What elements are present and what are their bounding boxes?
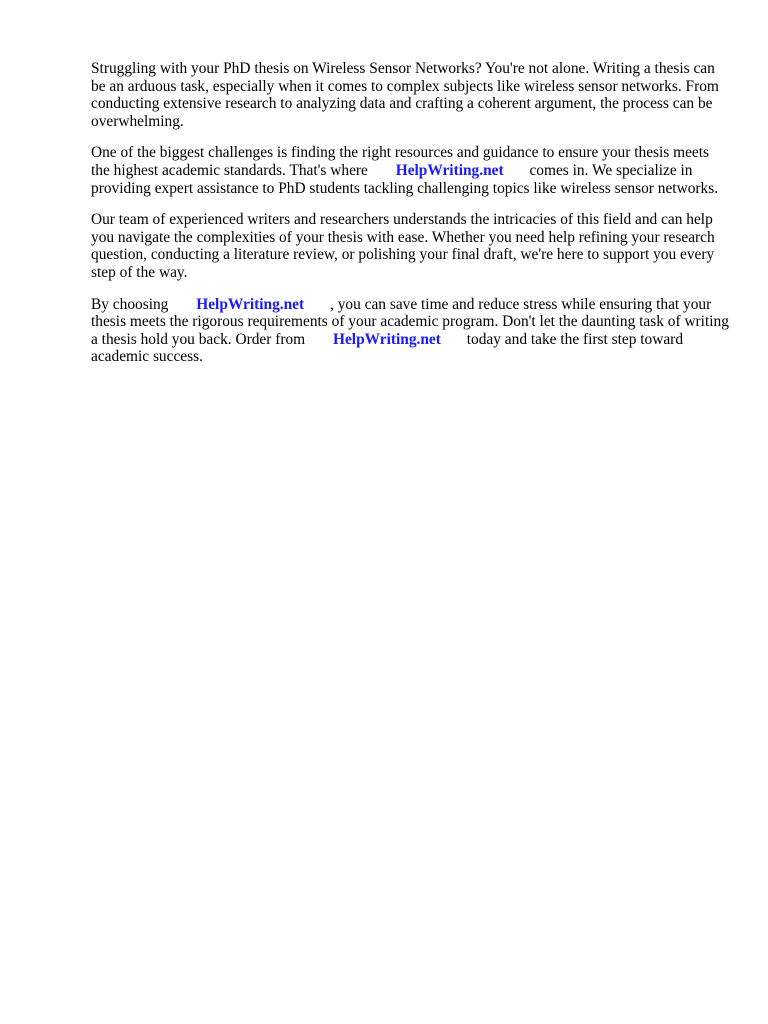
paragraph-team-text: Our team of experienced writers and researchers understands the intricacies of this field and can help you navigate the complexities of your thesis with ease. Whether you need help refining your research question, conducting a literature review, or polishing your final draft, we're here to support you every step of the way. [91,211,715,281]
paragraph-choosing-text-end: today and take the first step toward academic success. [91,330,684,366]
paragraph-challenges [91,144,731,197]
paragraph-intro-text: Struggling with your PhD thesis on Wireless Sensor Networks? You're not alone. Writing a thesis can be an arduous task, especially when it comes to complex subjects like wireless sensor networks. From conducting extensive research to analyzing data and crafting a coherent argument, the process can be overwhelming. [91,60,719,130]
paragraph-team [91,211,731,281]
paragraph-intro [91,60,731,130]
helpwriting-link-choosing[interactable]: HelpWriting.net [196,295,305,313]
paragraph-choosing-text-middle: , you can save time and reduce stress while ensuring that your thesis meets the rigorous requirements of your academic program. Don't let the daunting task of writing a thesis hold you back. Order from [91,295,729,348]
paragraph-challenges-text-end: comes in. We specialize in providing expert assistance to PhD students tackling challenging topics like wireless sensor networks. [91,161,719,197]
paragraph-choosing [91,296,731,366]
helpwriting-link-order[interactable]: HelpWriting.net [333,330,441,348]
document-body [91,60,731,380]
paragraph-choosing-text-start: By choosing [91,295,169,313]
helpwriting-link[interactable]: HelpWriting.net [395,161,504,179]
paragraph-challenges-text-start: One of the biggest challenges is finding the right resources and guidance to ensure your thesis meets the highest academic standards. That's where [91,144,710,179]
